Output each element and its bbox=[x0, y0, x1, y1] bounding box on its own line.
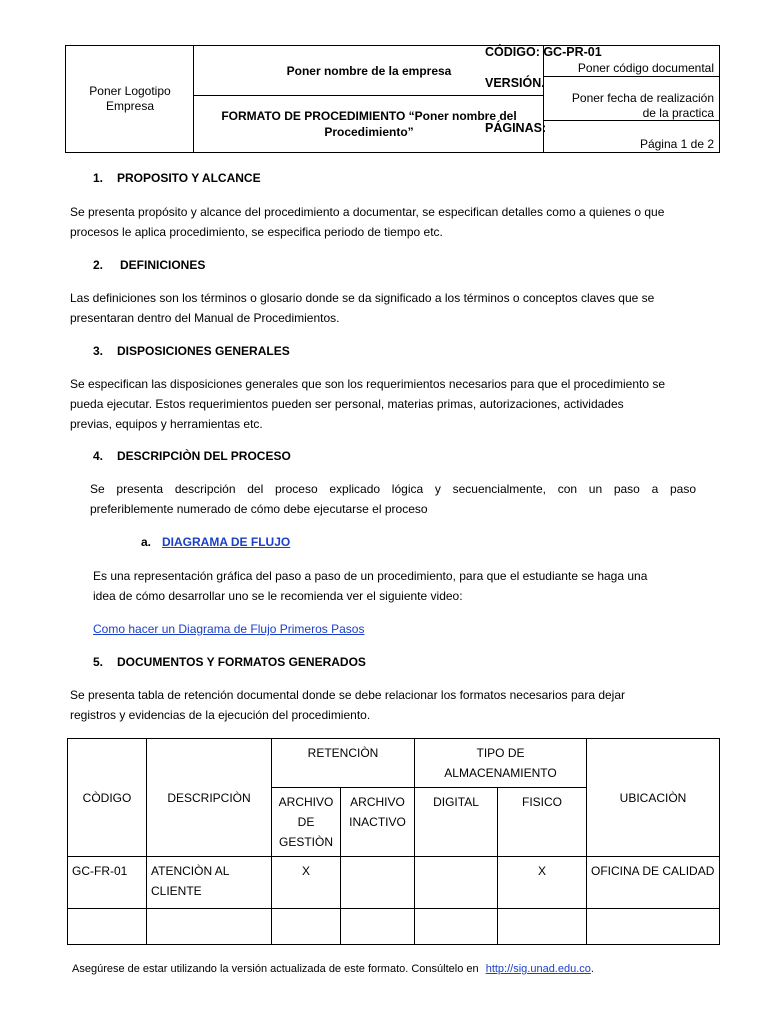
cell-location: OFICINA DE CALIDAD bbox=[587, 857, 720, 909]
cell-empty bbox=[341, 909, 415, 945]
format-title: FORMATO DE PROCEDIMIENTO “Poner nombre del Procedimiento” bbox=[221, 109, 517, 139]
footer-text: Asegúrese de estar utilizando la versión actualizada de este formato. Consúltelo en bbox=[72, 963, 479, 975]
paragraph-line: procesos le aplica procedimiento, se especifica periodo de tiempo etc. bbox=[70, 225, 443, 239]
paragraph-line: registros y evidencias de la ejecución del procedimiento. bbox=[70, 708, 371, 722]
cell-gestion: X bbox=[272, 857, 341, 909]
header-ubicacion: UBICACIÒN bbox=[587, 739, 720, 857]
video-link[interactable]: Como hacer un Diagrama de Flujo Primeros Pasos bbox=[93, 622, 365, 636]
version-value-2: de la practica bbox=[642, 106, 714, 120]
section-title-proposito: PROPOSITO Y ALCANCE bbox=[117, 171, 261, 185]
paragraph-line: Se especifican las disposiciones generales que son los requerimientos necesarios para que el procedimiento se bbox=[70, 377, 666, 391]
subsection-letter: a. bbox=[141, 535, 152, 549]
section-number: 1. bbox=[93, 171, 104, 185]
diagrama-de-flujo-link[interactable]: DIAGRAMA DE FLUJO bbox=[162, 535, 291, 549]
section-title-disposiciones: DISPOSICIONES GENERALES bbox=[117, 344, 290, 358]
cell-empty bbox=[68, 909, 147, 945]
header-descripcion: DESCRIPCIÒN bbox=[147, 739, 272, 857]
cell-digital bbox=[415, 857, 498, 909]
divider bbox=[543, 46, 544, 152]
paragraph-line: pueda ejecutar. Estos requerimientos pueden ser personal, materias primas, autorizaciones, actividades bbox=[70, 397, 624, 411]
header-retencion: RETENCIÒN bbox=[272, 739, 415, 788]
paragraph-line: Se presenta propósito y alcance del procedimiento a documentar, se especifican detalles como a quienes o que bbox=[70, 205, 665, 219]
paragraph-line: Se presenta descripción del proceso explicado lógica y secuencialmente, con un paso a paso bbox=[90, 482, 696, 496]
code-value: Poner código documental bbox=[577, 61, 714, 75]
paragraph-line: Es una representación gráfica del paso a paso de un procedimiento, para que el estudiante se haga una bbox=[93, 569, 648, 583]
divider bbox=[193, 46, 194, 152]
code-label: CÓDIGO: GC-PR-01 bbox=[485, 45, 602, 59]
section-title-descripcion: DESCRIPCIÒN DEL PROCESO bbox=[117, 449, 291, 463]
divider bbox=[193, 95, 544, 96]
header-codigo: CÒDIGO bbox=[68, 739, 147, 857]
company-name: Poner nombre de la empresa bbox=[286, 64, 452, 78]
header-digital: DIGITAL bbox=[415, 788, 498, 857]
pages-value: Página 1 de 2 bbox=[639, 137, 714, 151]
retention-table bbox=[67, 738, 720, 945]
header-archivo-inactivo: ARCHIVO INACTIVO bbox=[341, 788, 415, 857]
cell-empty bbox=[147, 909, 272, 945]
divider bbox=[543, 76, 719, 77]
table-row bbox=[68, 857, 720, 909]
paragraph-line: previas, equipos y herramientas etc. bbox=[70, 417, 263, 431]
cell-fisico: X bbox=[498, 857, 587, 909]
section-number: 4. bbox=[93, 449, 104, 463]
cell-code: GC-FR-01 bbox=[68, 857, 147, 909]
logo-placeholder: Poner Logotipo Empresa bbox=[89, 84, 171, 113]
footer bbox=[72, 963, 594, 975]
header-tipo-almacenamiento: TIPO DE ALMACENAMIENTO bbox=[415, 739, 587, 788]
section-number: 5. bbox=[93, 655, 104, 669]
section-title-documentos: DOCUMENTOS Y FORMATOS GENERADOS bbox=[117, 655, 366, 669]
cell-inactivo bbox=[341, 857, 415, 909]
section-number: 3. bbox=[93, 344, 104, 358]
header-fisico: FISICO bbox=[498, 788, 587, 857]
sig-unad-link[interactable]: http://sig.unad.edu.co bbox=[485, 963, 591, 975]
paragraph-line: idea de cómo desarrollar uno se le recomienda ver el siguiente video: bbox=[93, 589, 463, 603]
footer-period: . bbox=[590, 963, 594, 975]
paragraph-line: Las definiciones son los términos o glosario donde se da significado a los términos o conceptos claves que se bbox=[70, 291, 655, 305]
section-number: 2. bbox=[93, 258, 104, 272]
cell-empty bbox=[498, 909, 587, 945]
table-row bbox=[68, 909, 720, 945]
version-label: VERSIÓN. bbox=[485, 76, 545, 90]
paragraph-line: Se presenta tabla de retención documental donde se debe relacionar los formatos necesarios para dejar bbox=[70, 688, 626, 702]
paragraph-line: presentaran dentro del Manual de Procedimientos. bbox=[70, 311, 340, 325]
cell-empty bbox=[415, 909, 498, 945]
version-value: Poner fecha de realización bbox=[571, 91, 714, 105]
divider bbox=[543, 120, 719, 121]
paragraph-line: preferiblemente numerado de cómo debe ejecutarse el proceso bbox=[90, 502, 428, 516]
cell-desc: ATENCIÒN AL CLIENTE bbox=[147, 857, 272, 909]
pages-label: PÁGINAS: bbox=[485, 121, 547, 135]
header-archivo-gestion: ARCHIVO DE GESTIÒN bbox=[272, 788, 341, 857]
section-title-definiciones: DEFINICIONES bbox=[120, 258, 206, 272]
cell-empty bbox=[587, 909, 720, 945]
cell-empty bbox=[272, 909, 341, 945]
